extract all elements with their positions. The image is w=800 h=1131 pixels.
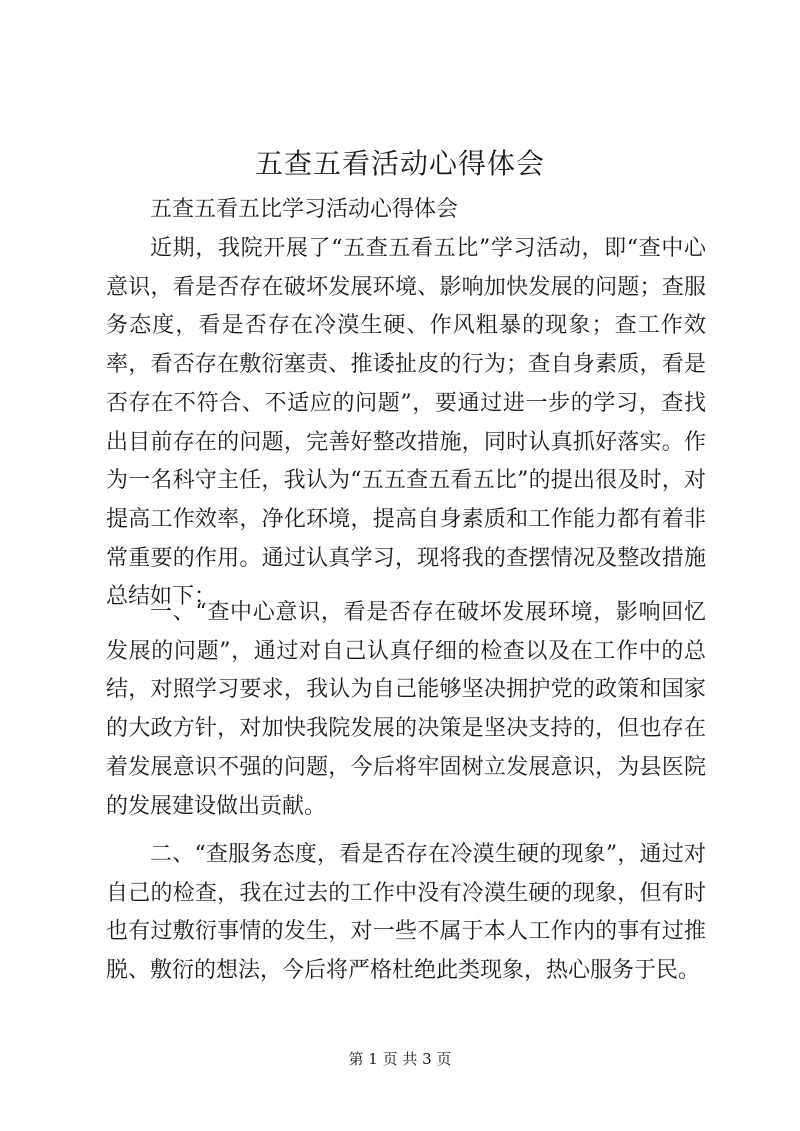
page-title: 五查五看活动心得体会 <box>254 147 545 180</box>
page-number-footer: 第 1 页 共 3 页 <box>348 1050 452 1068</box>
paragraph-section-one: 一、“查中心意识，看是否存在破坏发展环境，影响回忆发展的问题”，通过对自己认真仔细的检查以及在工作中的总结，对照学习要求，我认为自己能够坚决拥护党的政策和国家的大政方针，对加快我院发展的决策是坚决支持的，但也存在着发展意识不强的问题，今后将牢固树立发展意识，为县医院的发展建设做出贡献。 <box>106 600 706 819</box>
document-subtitle: 五查五看五比学习活动心得体会 <box>150 197 459 222</box>
paragraph-section-two: 二、“查服务态度，看是否存在冷漠生硬的现象”，通过对自己的检查，我在过去的工作中没有冷漠生硬的现象，但有时也有过敷衍事情的发生，对一些不属于本人工作内的事有过推脱、敷衍的想法，今后将严格杜绝此类现象，热心服务于民。 <box>106 842 706 984</box>
paragraph-intro: 近期，我院开展了“五查五看五比”学习活动，即“查中心意识，看是否存在破坏发展环境、影响加快发展的问题；查服务态度，看是否存在冷漠生硬、作风粗暴的现象；查工作效率，看否存在敷衍塞责、推诿扯皮的行为；查自身素质，看是否存在不符合、不适应的问题”，要通过进一步的学习，查找出目前存在的问题，完善好整改措施，同时认真抓好落实。作为一名科守主任，我认为“五五查五看五比”的提出很及时，对提高工作效率，净化环境，提高自身素质和工作能力都有着非常重要的作用。通过认真学习，现将我的查摆情况及整改措施总结如下： <box>106 236 706 610</box>
